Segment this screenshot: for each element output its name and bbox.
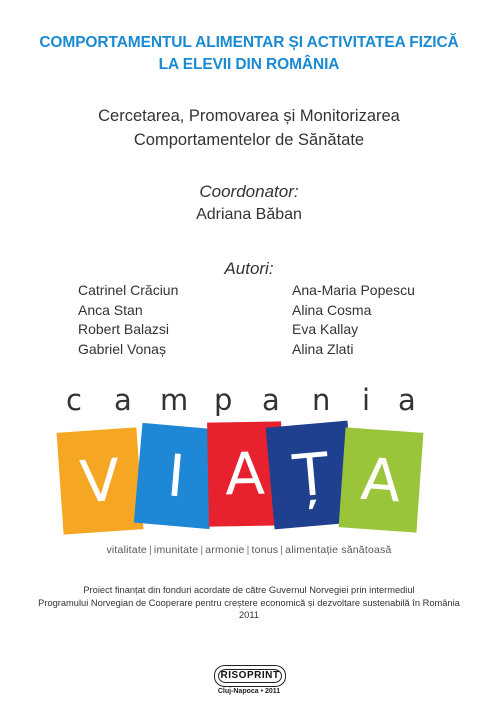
book-subtitle (0, 104, 498, 152)
campaign-letter: i (362, 383, 371, 417)
campaign-tagline: vitalitate | imunitate | armonie | tonus | alimentație sănătoasă (106, 544, 392, 556)
funding-line-2: Programului Norvegian de Cooperare pentru creștere economică și dezvoltare sustenabilă în România (38, 597, 460, 608)
tagline-word: alimentație sănătoasă (285, 544, 392, 556)
campaign-letter: p (214, 383, 233, 417)
logo-tile (134, 423, 218, 529)
author-name: Anca Stan (78, 301, 143, 318)
viata-logo (0, 412, 498, 542)
funding-year: 2011 (239, 610, 259, 620)
logo-letter: V (77, 445, 123, 517)
logo-letter: A (224, 439, 266, 509)
author-name: Robert Balazsi (78, 321, 170, 337)
tagline-word: vitalitate (106, 544, 147, 556)
logo-letter: A (358, 444, 404, 516)
subtitle-line-1: Cercetarea, Promovarea și Monitorizarea (98, 107, 400, 125)
authors-label: Autori: (224, 259, 274, 278)
author-name: Ana-Maria Popescu (292, 282, 415, 298)
coordinator-label: Coordonator: (199, 182, 299, 201)
title-line-1: COMPORTAMENTUL ALIMENTAR ȘI ACTIVITATEA FIZICĂ (39, 34, 459, 51)
publisher-logo (214, 665, 286, 687)
tagline-word: imunitate (153, 544, 199, 556)
campaign-letter: a (262, 383, 280, 417)
campaign-letter: m (160, 383, 189, 417)
funding-note (0, 584, 498, 622)
campaign-letter: n (312, 383, 331, 417)
logo-letter: Ț (290, 439, 332, 511)
authors-right-column (292, 281, 415, 359)
campaign-letter: c (66, 383, 82, 417)
tagline-word: tonus (251, 544, 279, 556)
author-name: Alina Zlati (292, 340, 354, 357)
logo-letter: I (164, 441, 188, 511)
campaign-letter: a (398, 383, 416, 417)
publisher-place: Cluj-Napoca • 2011 (217, 688, 281, 695)
subtitle-line-2: Comportamentelor de Sănătate (133, 131, 365, 149)
author-name: Eva Kallay (292, 321, 359, 337)
title-line-2: LA ELEVII DIN ROMÂNIA (158, 56, 340, 73)
campaign-letter: a (114, 383, 132, 417)
author-name: Gabriel Vonaș (78, 340, 166, 357)
authors-left-column (78, 281, 178, 359)
publisher-name: RISOPRINT (218, 669, 282, 683)
author-name: Catrinel Crăciun (78, 282, 179, 298)
tagline-word: armonie (205, 544, 245, 556)
logo-tile (57, 427, 144, 534)
coordinator-name: Adriana Băban (196, 206, 302, 223)
logo-tile (339, 427, 424, 532)
funding-line-1: Proiect finanțat din fonduri acordate de către Guvernul Norvegiei prin intermediul (83, 585, 415, 595)
author-name: Alina Cosma (292, 301, 372, 318)
book-title (0, 32, 498, 76)
